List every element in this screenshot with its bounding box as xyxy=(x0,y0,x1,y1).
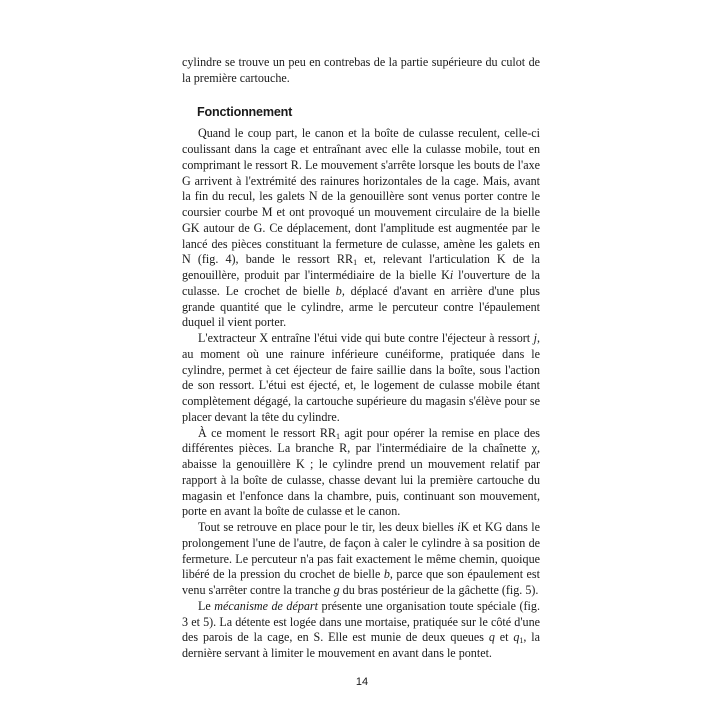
p4-italic-1: b xyxy=(383,567,390,582)
p5-text-0: Le xyxy=(198,598,215,613)
p5-italic-1: q xyxy=(488,630,495,645)
paragraph-2 xyxy=(182,331,540,426)
p5-subscript-0: 1 xyxy=(519,636,524,646)
p5-italic-0: mécanisme de départ xyxy=(214,598,319,613)
p4-text-3: du bras postérieur de la gâchette (fig. 5). xyxy=(339,583,539,597)
p5-text-1: présente une organisation toute spéciale (fig. 3 et 5). La détente est logée dans une mortaise, pratiquée sur le côté d'une des parois de la cage, en S. Elle est munie de deux queues xyxy=(182,598,540,645)
p1-text-0: Quand le coup part, le canon et la boîte de culasse reculent, celle-ci coulissant dans la cage et entraînant avec elle la culasse mobile, tout en comprimant le ressort R. Le mouvement s'arrête lorsque les bouts de l'axe G arrivent à l'extrémité des rainures horizontales de la cage. Mais, avant la fin du recul, les galets N de la genouillère sont venus porter contre le coursier courbe M et ont provoqué un mouvement circulaire de la bielle GK autour de G. Ce déplacement, dont l'amplitude est augmentée par le lancé des pièces constituant la fermeture de culasse, amène les galets en N (fig. 4), bande le ressort RR xyxy=(182,126,540,267)
paragraph-1 xyxy=(182,126,540,331)
p4-italic-2: g xyxy=(333,583,340,597)
section-heading: Fonctionnement xyxy=(197,104,293,119)
p1-text-3: , déplacé d'avant en arrière d'une plus grande quantité que le cylindre, arme le percuteur contre l'épaulement duquel il vient porter. xyxy=(182,283,541,330)
p3-text-0: À ce moment le ressort RR xyxy=(198,425,336,440)
p5-text-3: , la dernière servant à limiter le mouvement en avant dans le pontet. xyxy=(182,630,540,660)
page-number: 14 xyxy=(355,676,369,688)
p2-italic-0: j xyxy=(533,331,537,345)
p1-text-1: et, relevant l'articulation K de la genouillère, produit par l'intermédiaire de la bielle K xyxy=(182,252,541,282)
paragraph-5 xyxy=(182,599,540,662)
page-text-block xyxy=(182,55,540,662)
p1-subscript-0: 1 xyxy=(353,258,358,268)
p3-text-1: agit pour opérer la remise en place des différentes pièces. La branche R, par l'intermédiaire de la chaînette χ, abaisse la genouillère K ; le cylindre prend un mouvement relatif par rapport à la boîte de culasse, chasse devant lui la première cartouche du magasin et l'enfonce dans la chambre, puis, continuant son mouvement, porte en avant la boîte de culasse et le canon. xyxy=(182,425,541,519)
p5-text-2: et xyxy=(494,630,514,645)
p2-text-1: , au moment où une rainure inférieure cunéiforme, pratiquée dans le cylindre, permet à cet éjecteur de faire saillie dans la boîte, sous l'action de son ressort. L'étui est éjecté, et, le logement de culasse mobile étant complètement dégagé, la cartouche supérieure du magasin s'élève pour se placer devant la tête du cylindre. xyxy=(182,331,540,424)
intro-paragraph xyxy=(182,55,540,87)
paragraph-3 xyxy=(182,426,540,521)
p1-italic-1: b xyxy=(335,283,342,298)
paragraph-4 xyxy=(182,520,540,599)
p2-text-0: L'extracteur X entraîne l'étui vide qui bute contre l'éjecteur à ressort xyxy=(198,331,534,345)
p4-text-2: , parce que son épaulement est venu s'arrêter contre la tranche xyxy=(182,567,540,597)
p3-subscript-0: 1 xyxy=(335,431,340,441)
p4-text-0: Tout se retrouve en place pour le tir, les deux bielles xyxy=(198,520,458,534)
p4-text-1: K et KG dans le prolongement l'une de l'autre, de façon à caler le cylindre à sa position de fermeture. Le percuteur n'a pas fait exactement le même chemin, quoique libéré de la pression du crochet de bielle xyxy=(182,520,540,582)
intro-text: cylindre se trouve un peu en contrebas de la partie supérieure du culot de la première cartouche. xyxy=(182,55,540,85)
p1-italic-0: i xyxy=(449,268,454,282)
p4-italic-0: i xyxy=(457,520,461,534)
p1-text-2: l'ouverture de la culasse. Le crochet de bielle xyxy=(182,268,540,298)
p5-italic-2: q xyxy=(513,630,520,645)
